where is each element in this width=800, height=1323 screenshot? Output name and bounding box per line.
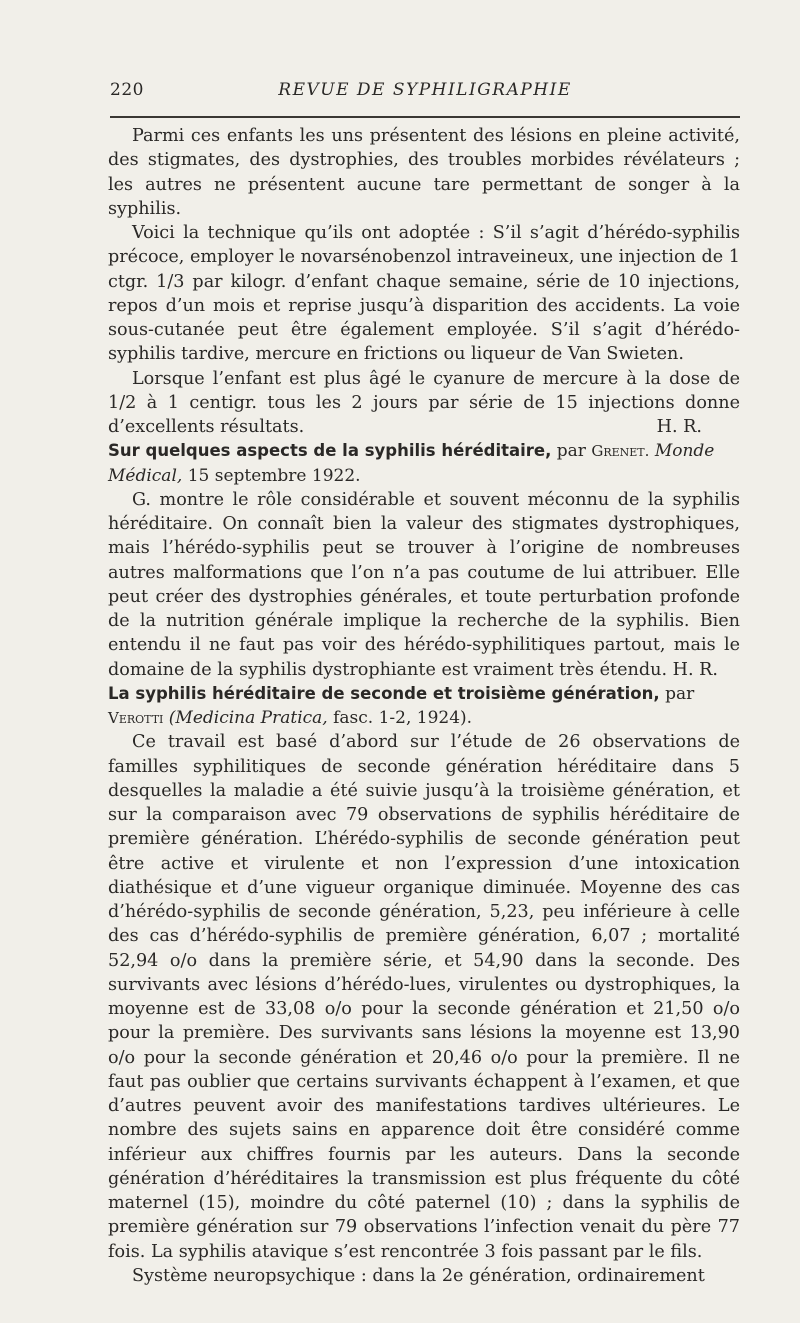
review-1-paragraph-1: Parmi ces enfants les uns présentent des lésions en pleine activité, des stigmates, des dystrophies, des troubles morbides révélateurs ; les autres ne présentent aucune tare permettant de songer à la syphilis. — [108, 126, 740, 219]
review-3-last-line: Système neuropsychique : dans la 2e génération, ordinairement — [132, 1265, 705, 1286]
review-3-journal: (Medicina Pratica, — [168, 708, 328, 728]
review-3-paragraph: Ce travail est basé d’abord sur l’étude de 26 observations de familles syphilitiques de seconde génération héréditaire dans 5 desquelles la maladie a été suivie jusqu’à la troisième génération, et sur la comparaison avec 79 observations de syphilis héréditaire de première génération. L’hérédo-syphilis de seconde génération peut être active et virulente et non l’expression d’une intoxication diathésique et d’une vigueur organique diminuée. Moyenne des cas d’hérédo-syphilis de seconde génération, 5,23, peu inférieure à celle des cas d’hérédo-syphilis de première génération, 6,07 ; mortalité 52,94 o/o dans la première série, et 54,90 dans la seconde. Des survivants avec lésions d’hérédo-lues, virulentes ou dystrophiques, la moyenne est de 33,08 o/o pour la seconde génération et 21,50 o/o pour la première. Des survivants sans lésions la moyenne est 13,90 o/o pour la seconde génération et 20,46 o/o pour la première. Il ne faut pas oublier que certains survivants échappent à l’examen, et que d’autres peuvent avoir des manifestations tardives ultérieures. Le nombre des sujets sains en apparence doit être considéré comme inférieur aux chiffres fournis par les auteurs. Dans la seconde génération d’héréditaires la transmission est plus fréquente du côté maternel (15), moindre du côté paternel (10) ; dans la syphilis de première génération sur 79 observations l’infection venait du père 77 fois. La syphilis atavique s’est rencontrée 3 fois passant par le fils. — [108, 732, 740, 1262]
page-header — [110, 80, 740, 110]
review-1-signature: H. R. — [656, 417, 702, 437]
review-3-title: La syphilis héréditaire de seconde et troisième génération, — [108, 683, 660, 703]
review-2 — [108, 439, 740, 682]
review-1-paragraph-3-text: Lorsque l’enfant est plus âgé le cyanure de mercure à la dose de 1/2 à 1 centigr. tous les 2 jours par série de 15 injections donne d’excellents résultats. — [108, 368, 740, 437]
review-2-date: 15 septembre 1922. — [187, 465, 361, 486]
review-3 — [108, 682, 740, 1288]
review-1 — [108, 124, 740, 439]
review-3-heading — [108, 682, 740, 731]
page-number: 220 — [110, 80, 144, 100]
body-text — [108, 124, 740, 1288]
review-2-paragraph — [108, 488, 740, 682]
running-title: REVUE DE SYPHILIGRAPHIE — [278, 80, 572, 100]
review-2-heading — [108, 439, 740, 488]
review-1-paragraph-3 — [108, 367, 740, 440]
review-2-author: Grenet. — [591, 442, 650, 461]
header-rule — [110, 116, 740, 118]
review-1-paragraph-2: Voici la technique qu’ils ont adoptée : S’il s’agit d’hérédo-syphilis précoce, employer le novarsénobenzol intraveineux, une injection de 1 ctgr. 1/3 par kilogr. d’enfant chaque semaine, série de 10 injections, repos d’un mois et reprise jusqu’à disparition des accidents. La voie sous-cutanée peut être également employée. S’il s’agit d’hérédo-syphilis tardive, mercure en frictions ou liqueur de Van Swieten. — [108, 223, 740, 365]
review-3-by: par — [665, 683, 695, 704]
review-3-date: fasc. 1-2, 1924). — [333, 708, 473, 728]
review-2-journal: Monde Médical, — [108, 441, 715, 486]
review-2-title: Sur quelques aspects de la syphilis héréditaire, — [108, 441, 552, 461]
review-3-author: Verotti — [108, 709, 164, 727]
review-2-signature: H. R. — [672, 659, 718, 680]
review-2-by: par — [556, 441, 586, 462]
review-2-paragraph-text: G. montre le rôle considérable et souvent méconnu de la syphilis héréditaire. On connaît bien la valeur des stigmates dystrophiques, mais l’hérédo-syphilis peut se trouver à l’origine de nombreuses autres malformations que l’on n’a pas coutume de lui attribuer. Elle peut créer des dystrophies générales, et toute perturbation profonde de la nutrition générale implique la recherche de la syphilis. Bien entendu il ne faut pas voir des hérédo-syphilitiques partout, mais le domaine de la syphilis dystrophiante est vraiment très étendu. — [108, 489, 740, 680]
